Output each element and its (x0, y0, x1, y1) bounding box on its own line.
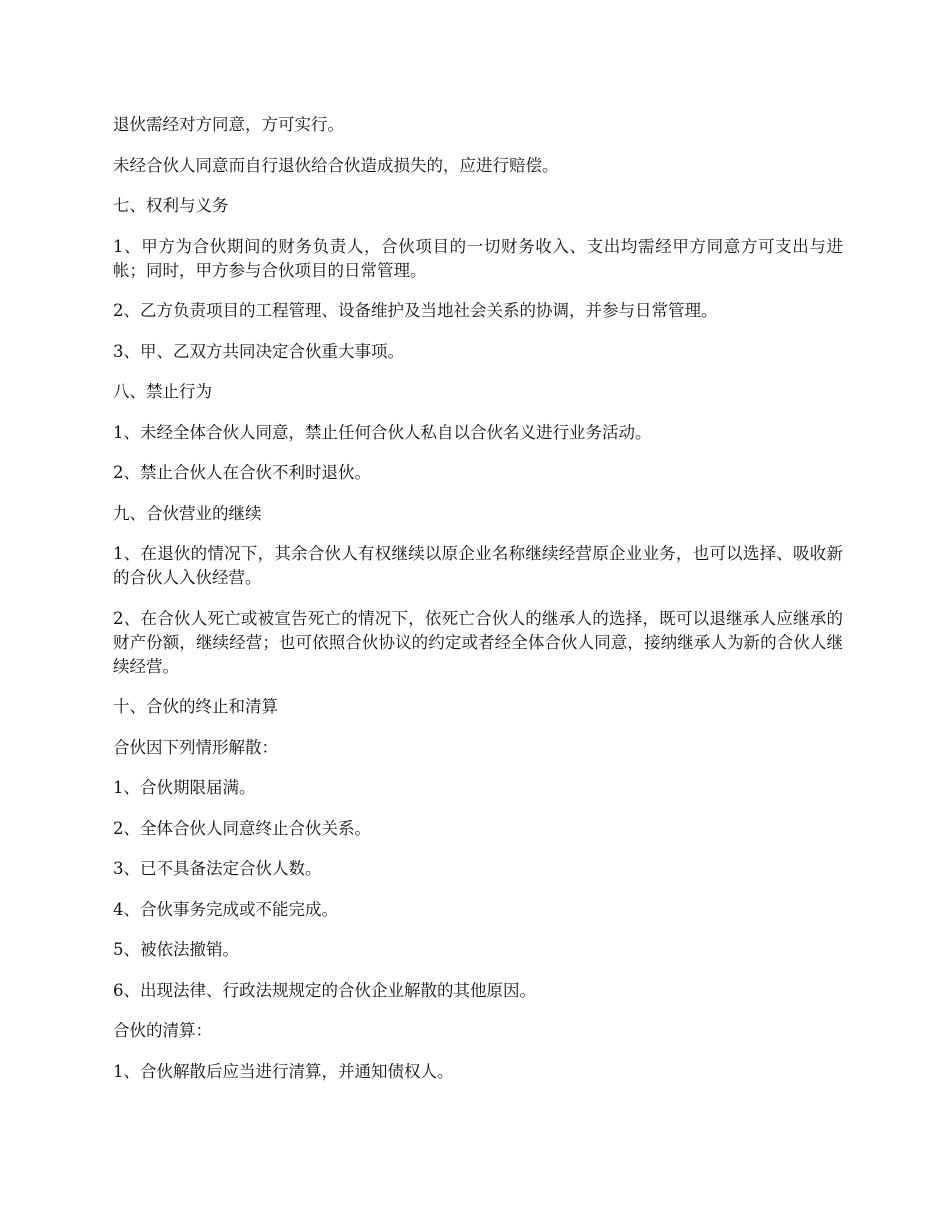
paragraph: 1、甲方为合伙期间的财务负责人，合伙项目的一切财务收入、支出均需经甲方同意方可支出与进帐；同时，甲方参与合伙项目的日常管理。 (113, 236, 843, 280)
list-item: 6、出现法律、行政法规规定的合伙企业解散的其他原因。 (113, 980, 536, 1000)
list-item: 2、全体合伙人同意终止合伙关系。 (113, 818, 371, 838)
list-item: 1、合伙解散后应当进行清算，并通知债权人。 (113, 1061, 454, 1081)
section-heading: 七、权利与义务 (113, 196, 229, 215)
paragraph: 2、禁止合伙人在合伙不利时退伙。 (113, 463, 371, 482)
paragraph: 3、甲、乙双方共同决定合伙重大事项。 (113, 341, 404, 361)
section-heading: 八、禁止行为 (113, 382, 212, 401)
paragraph: 合伙的清算： (113, 1021, 212, 1040)
section-heading: 十、合伙的终止和清算 (113, 697, 278, 716)
list-item: 4、合伙事务完成或不能完成。 (113, 899, 338, 919)
section-heading: 九、合伙营业的继续 (113, 503, 262, 523)
list-item: 5、被依法撤销。 (113, 940, 239, 959)
list-item: 3、已不具备法定合伙人数。 (113, 859, 322, 878)
document-page (113, 113, 843, 1100)
list-item: 1、合伙期限届满。 (113, 778, 256, 797)
paragraph: 2、在合伙人死亡或被宣告死亡的情况下，依死亡合伙人的继承人的选择，既可以退继承人应继承的财产份额，继续经营；也可依照合伙协议的约定或者经全体合伙人同意，接纳继承人为新的合伙人继续经营。 (113, 608, 843, 676)
paragraph: 退伙需经对方同意，方可实行。 (113, 115, 344, 134)
paragraph: 1、未经全体合伙人同意，禁止任何合伙人私自以合伙名义进行业务活动。 (113, 422, 652, 442)
paragraph: 2、乙方负责项目的工程管理、设备维护及当地社会关系的协调，并参与日常管理。 (113, 301, 718, 320)
paragraph: 1、在退伙的情况下，其余合伙人有权继续以原企业名称继续经营原企业业务，也可以选择、吸收新的合伙人入伙经营。 (113, 544, 843, 587)
paragraph: 未经合伙人同意而自行退伙给合伙造成损失的，应进行赔偿。 (113, 155, 559, 175)
paragraph: 合伙因下列情形解散： (113, 737, 278, 757)
